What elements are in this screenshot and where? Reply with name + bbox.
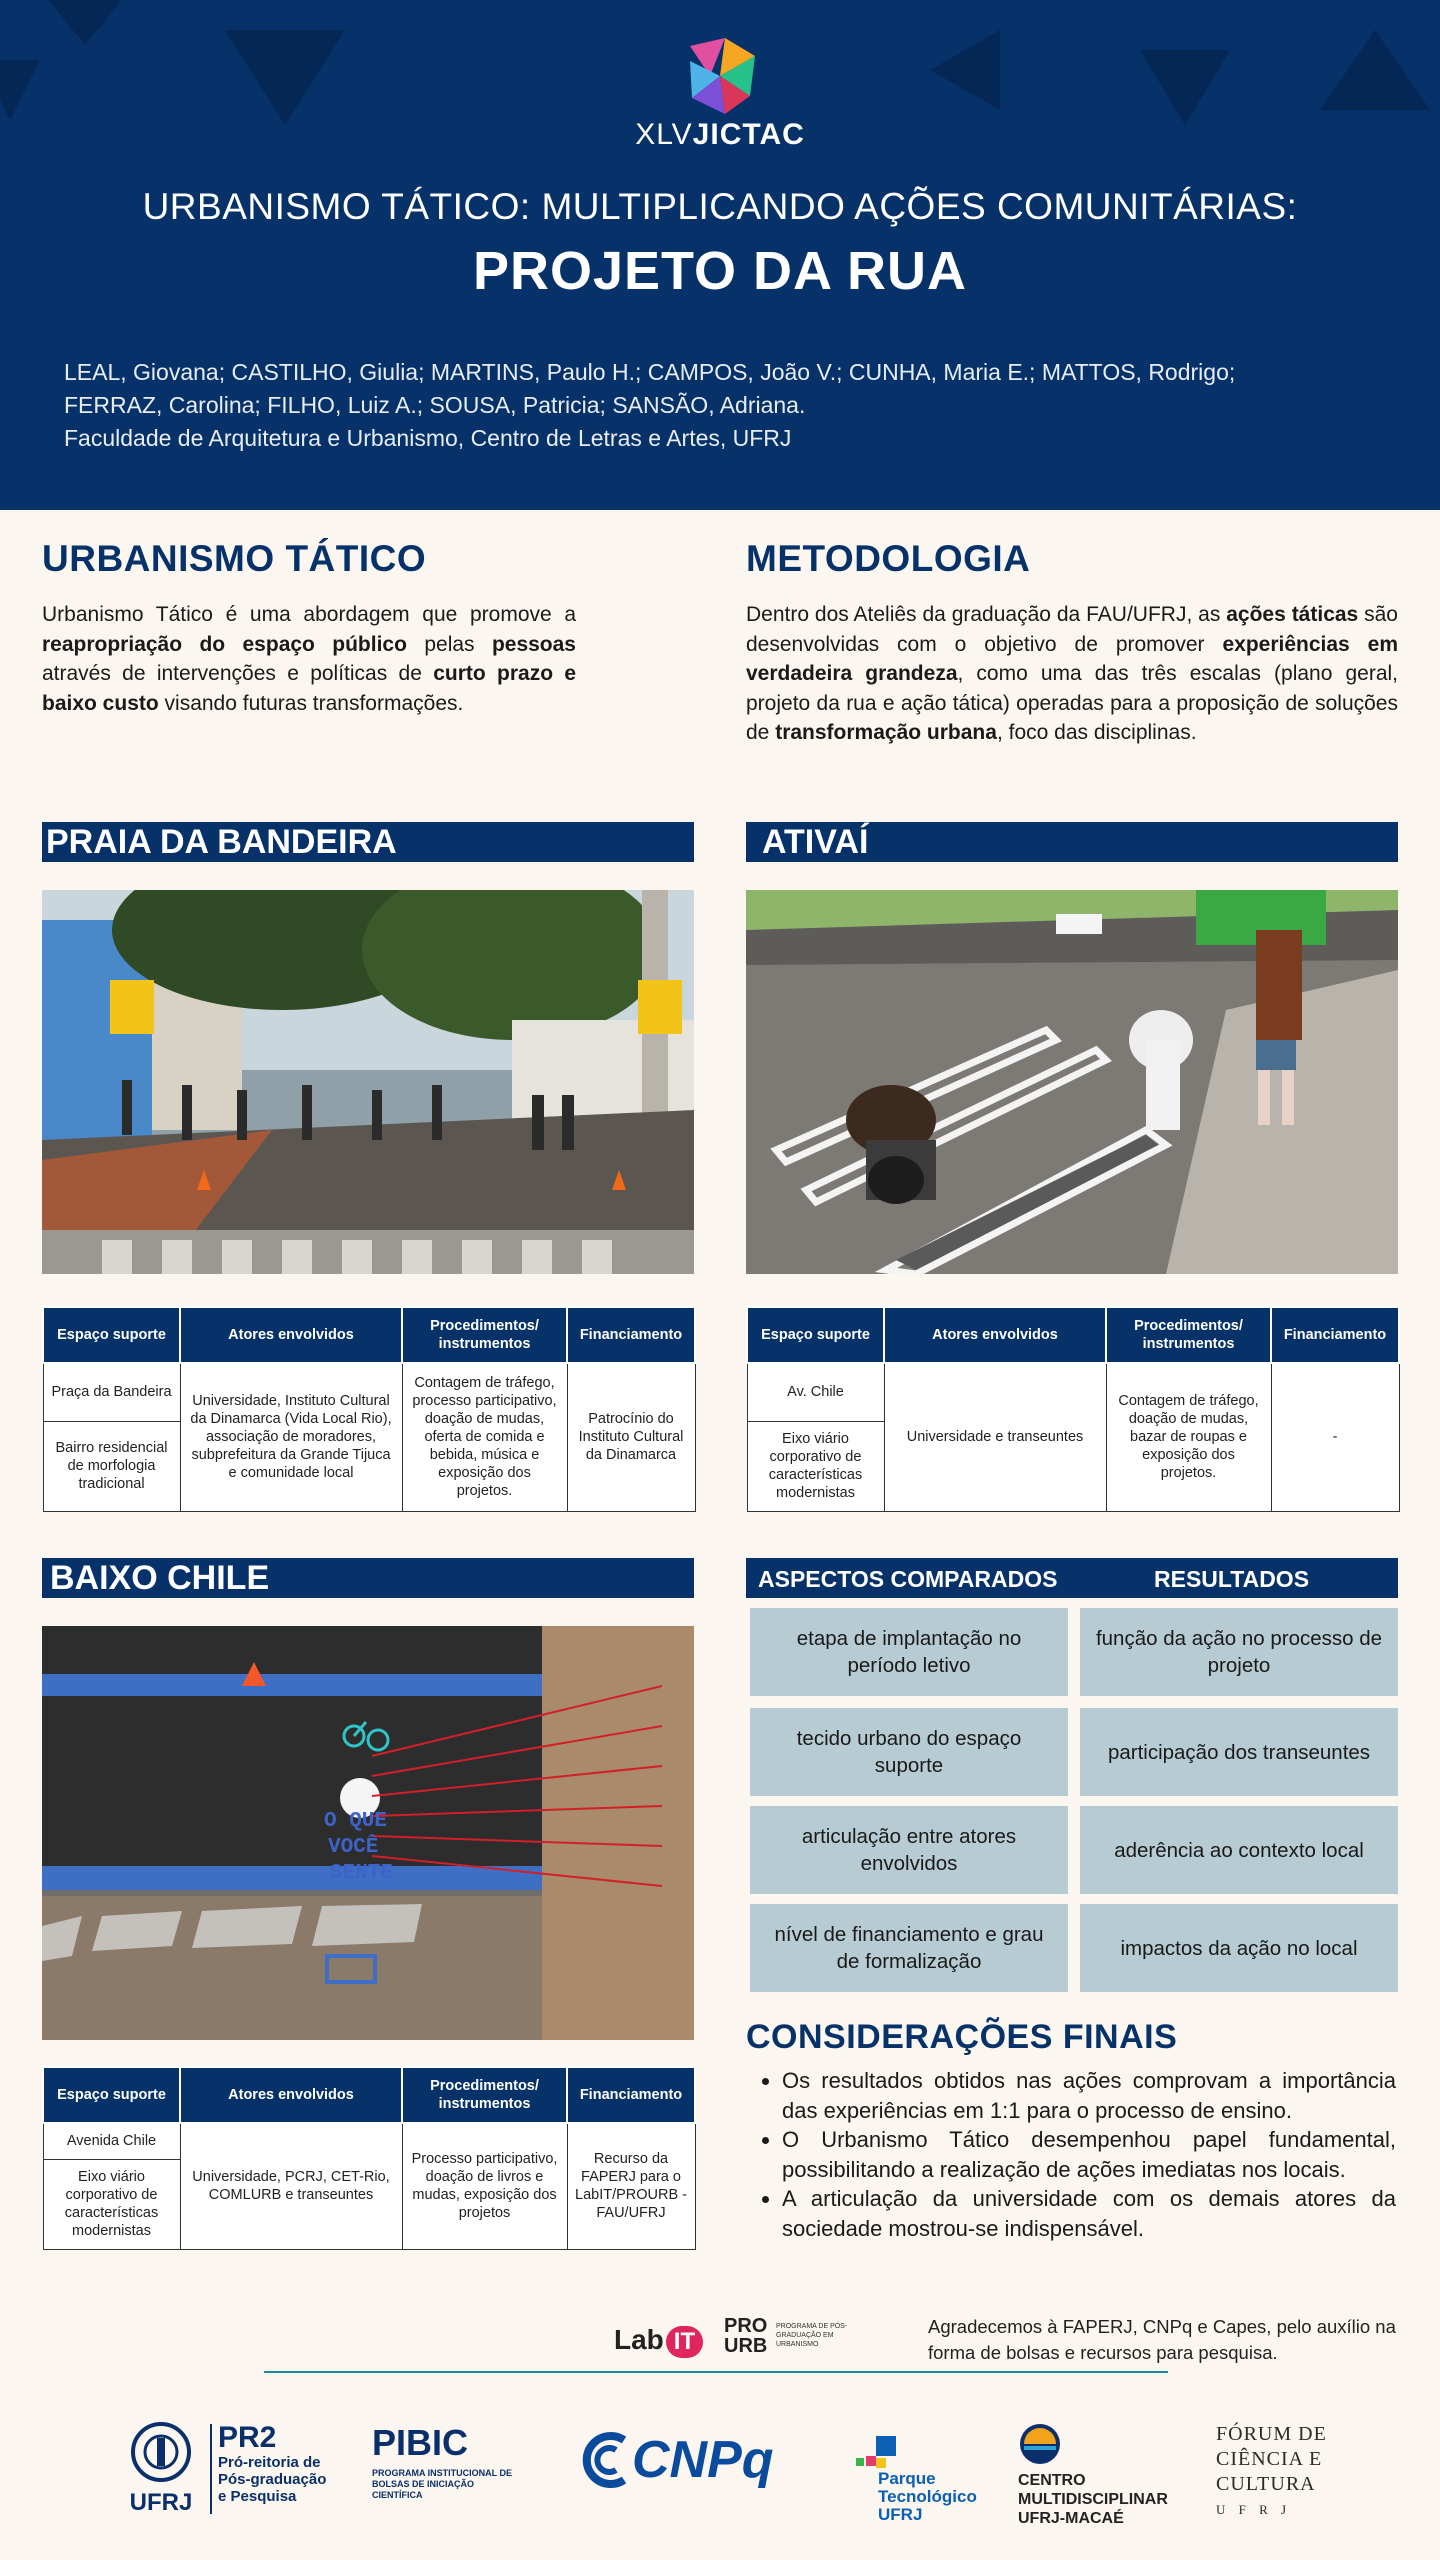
col-header-financiamento: Financiamento: [567, 2067, 695, 2123]
aspectos-header: [746, 1558, 1398, 1598]
poster-header: [0, 0, 1440, 510]
resultado-cell: função da ação no processo de projeto: [1080, 1608, 1398, 1696]
decor-triangle: [930, 30, 1000, 110]
col-header-espaco: Espaço suporte: [747, 1307, 884, 1363]
authors-line-1: LEAL, Giovana; CASTILHO, Giulia; MARTINS, Paulo H.; CAMPOS, João V.; CUNHA, Maria E.; MATTOS, Rodrigo;: [64, 359, 1236, 385]
praia-table: [42, 1306, 696, 1512]
col-header-procedimentos: Procedimentos/ instrumentos: [1106, 1307, 1271, 1363]
acknowledgement: Agradecemos à FAPERJ, CNPq e Capes, pelo auxílio na forma de bolsas e recursos para pesquisa.: [928, 2316, 1396, 2363]
authors-block: [64, 356, 1374, 455]
ativai-photo: [746, 890, 1398, 1274]
col-header-atores: Atores envolvidos: [884, 1307, 1106, 1363]
table-cell: Eixo viário corporativo de características modernistas: [43, 2159, 180, 2249]
table-cell: Avenida Chile: [43, 2123, 180, 2159]
table-cell: Contagem de tráfego, doação de mudas, bazar de roupas e exposição dos projetos.: [1106, 1363, 1271, 1511]
resultado-cell: impactos da ação no local: [1080, 1904, 1398, 1992]
aspecto-cell: articulação entre atores envolvidos: [750, 1806, 1068, 1894]
table-cell: Patrocínio do Instituto Cultural da Dinamarca: [567, 1363, 695, 1511]
poster-subtitle: PROJETO DA RUA: [472, 241, 968, 301]
resultado-cell: aderência ao contexto local: [1080, 1806, 1398, 1894]
centro-macae-logo: CENTRO MULTIDISCIPLINAR UFRJ-MACAÉ: [1018, 2422, 1178, 2528]
jictac-star-icon: [630, 36, 810, 116]
ativai-table: [746, 1306, 1400, 1512]
urbanismo-text: Urbanismo Tático é uma abordagem que promove a reapropriação do espaço público pelas pessoas através de intervenções e políticas de curto prazo e baixo custo visando futuras transformações.: [42, 603, 576, 715]
col-header-procedimentos: Procedimentos/ instrumentos: [402, 1307, 567, 1363]
decor-triangle: [1320, 30, 1430, 110]
ufrj-logo: UFRJ: [126, 2420, 202, 2516]
authors-line-2: FERRAZ, Carolina; FILHO, Luiz A.; SOUSA, Patricia; SANSÃO, Adriana.: [64, 392, 806, 418]
poster-title: URBANISMO TÁTICO: MULTIPLICANDO AÇÕES COMUNITÁRIAS:: [142, 186, 1298, 227]
aspectos-header-left: ASPECTOS COMPARADOS: [758, 1566, 1058, 1592]
decor-triangle: [1140, 50, 1230, 125]
praia-heading: PRAIA DA BANDEIRA: [42, 822, 694, 862]
table-cell: Processo participativo, doação de livros e mudas, exposição dos projetos: [402, 2123, 567, 2249]
col-header-atores: Atores envolvidos: [180, 2067, 402, 2123]
pibic-logo: PIBIC PROGRAMA INSTITUCIONAL DE BOLSAS DE INICIAÇÃO CIENTÍFICA: [372, 2422, 513, 2500]
table-cell: Universidade, PCRJ, CET-Rio, COMLURB e transeuntes: [180, 2123, 402, 2249]
col-header-financiamento: Financiamento: [567, 1307, 695, 1363]
table-cell: Av. Chile: [747, 1363, 884, 1421]
aspectos-header-right: RESULTADOS: [1154, 1566, 1310, 1592]
parque-tecnologico-logo: Parque Tecnológico UFRJ: [852, 2428, 982, 2518]
street-text-3: SENTE: [330, 1862, 394, 1885]
cnpq-emblem-icon: [580, 2428, 632, 2492]
col-header-financiamento: Financiamento: [1271, 1307, 1399, 1363]
col-header-procedimentos: Procedimentos/ instrumentos: [402, 2067, 567, 2123]
labit-logo: Lab IT: [614, 2324, 703, 2358]
consideracoes-heading: CONSIDERAÇÕES FINAIS: [746, 2018, 1178, 2056]
pr2-divider: [210, 2424, 212, 2514]
metodologia-text: Dentro dos Ateliês da graduação da FAU/UFRJ, as ações táticas são desenvolvidas com o objetivo de promover experiências em verdadeira grandeza, como uma das três escalas (plano geral, projeto da rua e ação tática) operadas para a proposição de soluções de transformação urbana, foco das disciplinas.: [746, 603, 1399, 744]
aspecto-cell: nível de financiamento e grau de formalização: [750, 1904, 1068, 1992]
list-item: • A articulação da universidade com os demais atores da sociedade mostrou-se indispensável.: [782, 2184, 1396, 2243]
prourb-logo: PRO URB PROGRAMA DE PÓS-GRADUAÇÃO EM URBANISMO: [724, 2315, 848, 2357]
table-cell: Universidade e transeuntes: [884, 1363, 1106, 1511]
resultado-cell: participação dos transeuntes: [1080, 1708, 1398, 1796]
baixo-table: [42, 2066, 696, 2250]
table-cell: -: [1271, 1363, 1399, 1511]
table-cell: Bairro residencial de morfologia tradicional: [43, 1421, 180, 1511]
table-cell: Eixo viário corporativo de características modernistas: [747, 1421, 884, 1511]
street-text-2: VOCÊ: [328, 1836, 379, 1859]
jictac-logo-text: XLVJICTAC: [635, 118, 805, 151]
list-item: • Os resultados obtidos nas ações comprovam a importância das experiências em 1:1 para o processo de ensino.: [782, 2066, 1396, 2125]
footer-divider: [264, 2371, 1168, 2373]
aspecto-cell: etapa de implantação no período letivo: [750, 1608, 1068, 1696]
praia-photo: [42, 890, 694, 1274]
consideracoes-list: [760, 2066, 1396, 2243]
aspecto-cell: tecido urbano do espaço suporte: [750, 1708, 1068, 1796]
forum-logo: FÓRUM DE CIÊNCIA E CULTURA U F R J: [1216, 2423, 1327, 2517]
decor-triangle: [40, 0, 130, 45]
street-text-1: O QUE: [324, 1810, 388, 1833]
list-item: • O Urbanismo Tático desempenhou papel fundamental, possibilitando a realização de ações imediatas nos locais.: [782, 2125, 1396, 2184]
cnpq-logo: CNPq: [580, 2428, 780, 2492]
table-cell: Contagem de tráfego, processo participativo, doação de mudas, oferta de comida e bebida, música e exposição dos projetos.: [402, 1363, 567, 1511]
centro-emblem-icon: [1018, 2422, 1062, 2466]
col-header-espaco: Espaço suporte: [43, 2067, 180, 2123]
table-cell: Recurso da FAPERJ para o LabIT/PROURB -FAU/UFRJ: [567, 2123, 695, 2249]
col-header-espaco: Espaço suporte: [43, 1307, 180, 1363]
decor-triangle: [0, 60, 40, 120]
table-cell: Universidade, Instituto Cultural da Dinamarca (Vida Local Rio), associação de moradores, subprefeitura da Grande Tijuca e comunidade local: [180, 1363, 402, 1511]
ativai-heading: ATIVAÍ: [746, 822, 1398, 862]
decor-triangle: [225, 30, 345, 125]
baixo-photo: [42, 1626, 694, 2040]
jictac-logo: [630, 36, 810, 156]
baixo-heading: BAIXO CHILE: [42, 1558, 694, 1598]
affiliation: Faculdade de Arquitetura e Urbanismo, Centro de Letras e Artes, UFRJ: [64, 425, 792, 451]
col-header-atores: Atores envolvidos: [180, 1307, 402, 1363]
table-cell: Praça da Bandeira: [43, 1363, 180, 1421]
metodologia-heading: METODOLOGIA: [746, 538, 1031, 579]
pr2-logo: PR2 Pró-reitoria de Pós-graduação e Pesquisa: [218, 2421, 327, 2505]
ufrj-emblem-icon: [126, 2420, 196, 2484]
urbanismo-heading: URBANISMO TÁTICO: [42, 538, 427, 579]
